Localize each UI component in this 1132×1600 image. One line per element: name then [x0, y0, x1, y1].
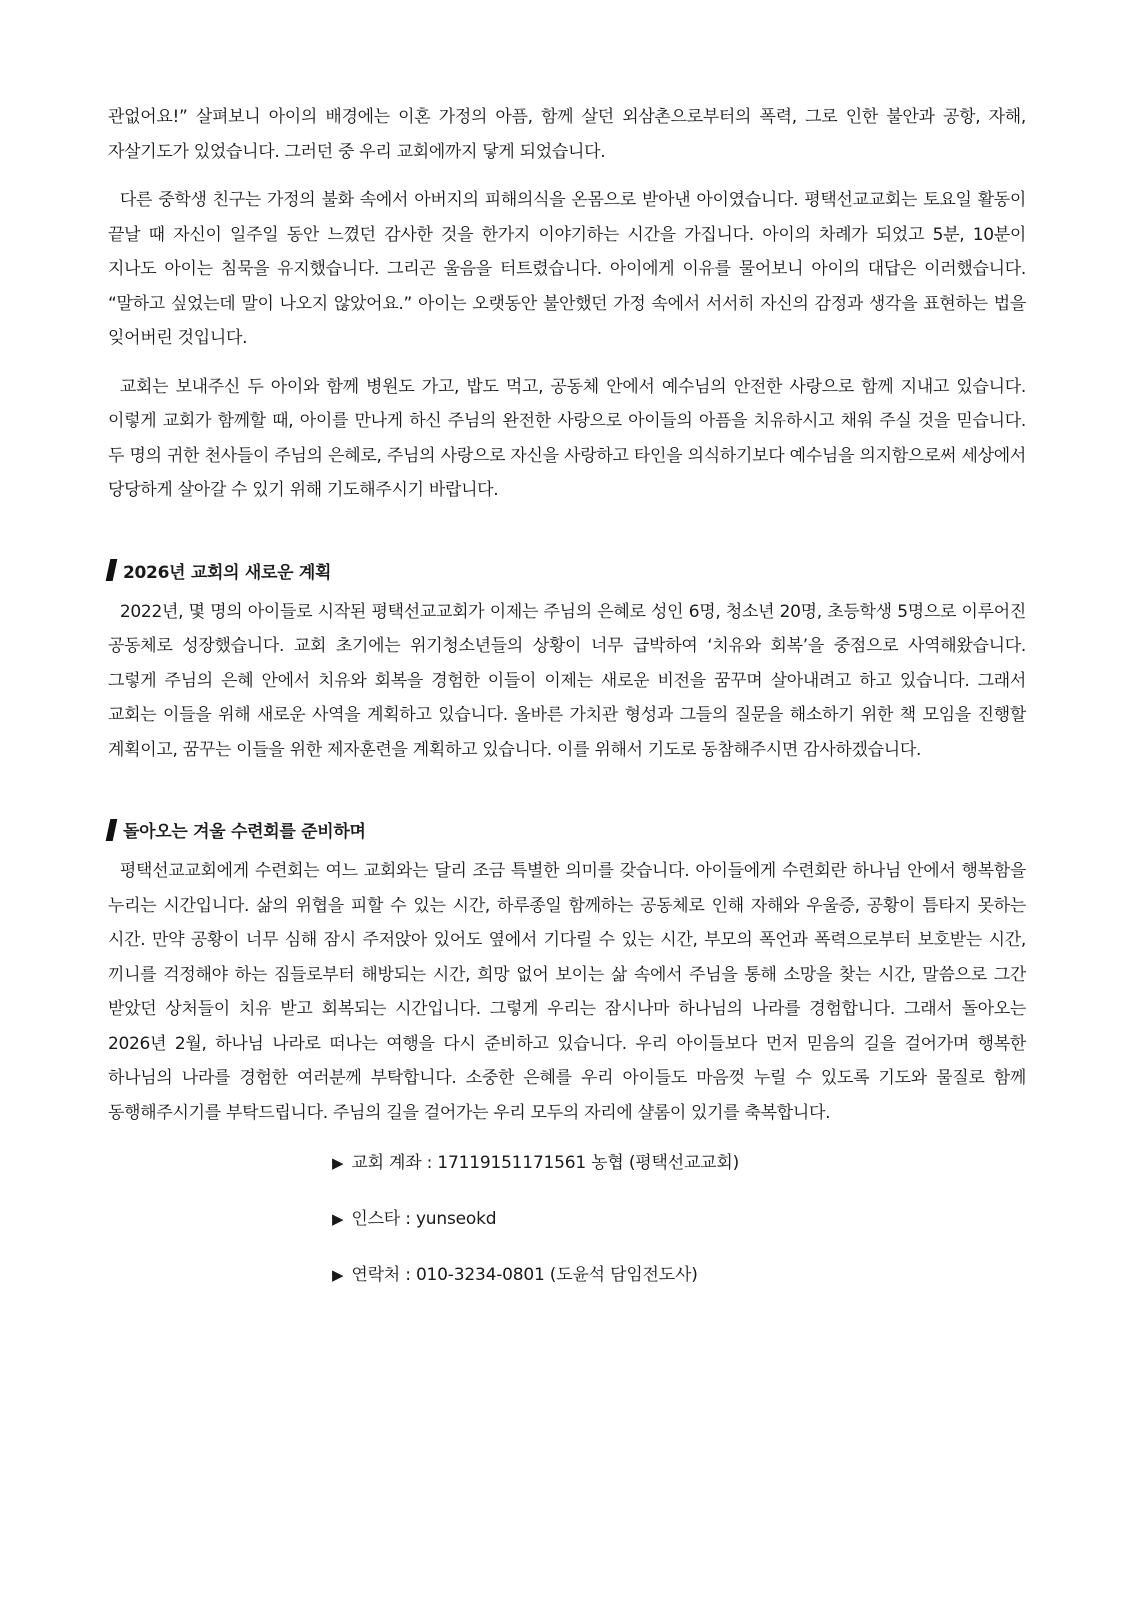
section-bar-icon [106, 559, 118, 581]
section-heading-new-plan [108, 558, 1026, 583]
contact-text: 연락처 : 010-3234-0801 (도윤석 담임전도사) [351, 1265, 698, 1285]
section-title-text: 돌아오는 겨울 수련회를 준비하며 [123, 822, 366, 842]
document-page [108, 100, 1026, 1320]
paragraph-background: 관없어요!” 살펴보니 아이의 배경에는 이혼 가정의 아픔, 함께 살던 외삼촌으로부터의 폭력, 그로 인한 불안과 공항, 자해, 자살기도가 있었습니다. 그러던 중 우리 교회에까지 닿게 되었습니다. [108, 107, 1026, 162]
triangle-right-icon: ▶ [332, 1154, 344, 1172]
paragraph-church-care: 교회는 보내주신 두 아이와 함께 병원도 가고, 밥도 먹고, 공동체 안에서 예수님의 안전한 사랑으로 함께 지내고 있습니다. 이렇게 교회가 함께할 때, 아이를 만나게 하신 주님의 완전한 사랑으로 아이들의 아픔을 치유하시고 채워 주실 것을 믿습니다. 두 명의 귀한 천사들이 주님의 은혜로, 주님의 사랑으로 자신을 사랑하고 타인을 의식하기보다 예수님을 의지함으로써 세상에서 당당하게 살아갈 수 있기 위해 기도해주시기 바랍니다. [108, 376, 1026, 500]
triangle-right-icon: ▶ [332, 1210, 344, 1228]
paragraph-winter-retreat: 평택선교교회에게 수련회는 여느 교회와는 달리 조금 특별한 의미를 갖습니다. 아이들에게 수련회란 하나님 안에서 행복함을 누리는 시간입니다. 삶의 위협을 피할 수 있는 시간, 하루종일 함께하는 공동체로 인해 자해와 우울증, 공황이 틈타지 못하는 시간. 만약 공황이 너무 심해 잠시 주저앉아 있어도 옆에서 기다릴 수 있는 시간, 부모의 폭언과 폭력으로부터 보호받는 시간, 끼니를 걱정해야 하는 짐들로부터 해방되는 시간, 희망 없어 보이는 삶 속에서 주님을 통해 소망을 찾는 시간, 말씀으로 그간 받았던 상처들이 치유 받고 회복되는 시간입니다. 그렇게 우리는 잠시나마 하나님의 나라를 경험합니다. 그래서 돌아오는 2026년 2월, 하나님 나라로 떠나는 여행을 다시 준비하고 있습니다. 우리 아이들보다 먼저 믿음의 길을 걸어가며 행복한 하나님의 나라를 경험한 여러분께 부탁합니다. 소중한 은혜를 우리 아이들도 마음껏 누릴 수 있도록 기도와 물질로 함께 동행해주시기를 부탁드립니다. 주님의 길을 걸어가는 우리 모두의 자리에 샬롬이 있기를 축복합니다. [108, 861, 1026, 1123]
paragraph-middle-school-friend: 다른 중학생 친구는 가정의 불화 속에서 아버지의 피해의식을 온몸으로 받아낸 아이였습니다. 평택선교교회는 토요일 활동이 끝날 때 자신이 일주일 동안 느꼈던 감사한 것을 한가지 이야기하는 시간을 가집니다. 아이의 차례가 되었고 5분, 10분이 지나도 아이는 침묵을 유지했습니다. 그리곤 울음을 터트렸습니다. 아이에게 이유를 물어보니 아이의 대답은 이러했습니다. “말하고 싶었는데 말이 나오지 않았어요.” 아이는 오랫동안 불안했던 가정 속에서 서서히 자신의 감정과 생각을 표현하는 법을 잊어버린 것입니다. [108, 190, 1026, 348]
contact-info-list [332, 1152, 1026, 1286]
instagram-text: 인스타 : yunseokd [351, 1209, 497, 1229]
section-bar-icon [106, 819, 118, 841]
instagram-info [332, 1208, 1026, 1230]
account-info [332, 1152, 1026, 1174]
paragraph-new-plan: 2022년, 몇 명의 아이들로 시작된 평택선교교회가 이제는 주님의 은혜로 성인 6명, 청소년 20명, 초등학생 5명으로 이루어진 공동체로 성장했습니다. 교회 초기에는 위기청소년들의 상황이 너무 급박하여 ‘치유와 회복’을 중점으로 사역해왔습니다. 그렇게 주님의 은혜 안에서 치유와 회복을 경험한 이들이 이제는 새로운 비전을 꿈꾸며 살아내려고 하고 있습니다. 그래서 교회는 이들을 위해 새로운 사역을 계획하고 있습니다. 올바른 가치관 형성과 그들의 질문을 해소하기 위한 책 모임을 진행할 계획이고, 꿈꾸는 이들을 위한 제자훈련을 계획하고 있습니다. 이를 위해서 기도로 동참해주시면 감사하겠습니다. [108, 601, 1026, 760]
triangle-right-icon: ▶ [332, 1266, 344, 1284]
contact-info [332, 1264, 1026, 1286]
section-title-text: 2026년 교회의 새로운 계획 [123, 562, 332, 583]
account-text: 교회 계좌 : 17119151171561 농협 (평택선교교회) [351, 1153, 740, 1173]
section-heading-winter-retreat [108, 817, 1026, 842]
